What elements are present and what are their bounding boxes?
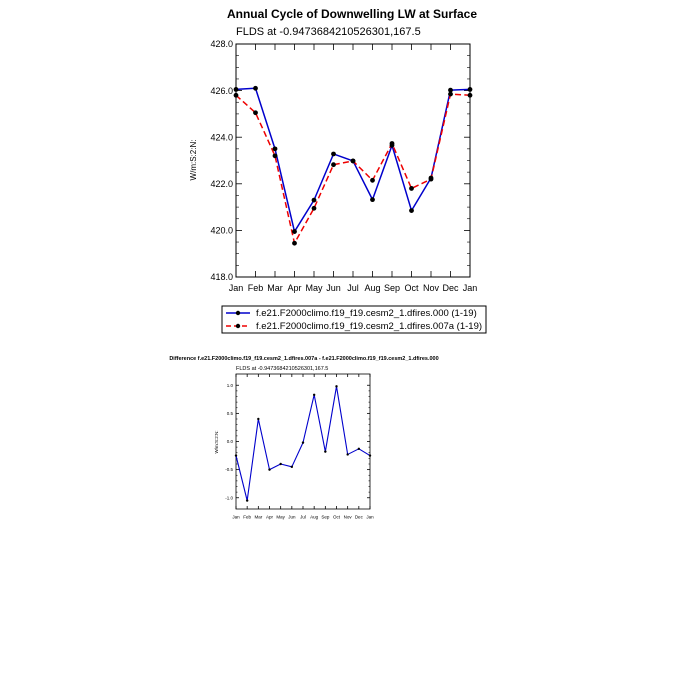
data-point: [292, 241, 297, 246]
difference-data-point: [235, 454, 237, 456]
data-point: [409, 208, 414, 213]
data-point: [331, 162, 336, 167]
difference-data-point: [268, 468, 270, 470]
chart-subtitle: FLDS at -0.9473684210526301,167.5: [236, 26, 421, 38]
difference-x-tick-label: Oct: [332, 514, 341, 520]
y-tick-label: 426.0: [210, 85, 233, 96]
legend-label-007a: f.e21.F2000climo.f19_f19.cesm2_1.dfires.007a (1-19): [256, 321, 483, 332]
difference-data-point: [291, 466, 293, 468]
data-point: [429, 177, 434, 182]
chart-title: Annual Cycle of Downwelling LW at Surface: [226, 7, 478, 21]
difference-data-point: [369, 454, 371, 456]
x-tick-label: Jun: [326, 283, 341, 293]
legend: [222, 306, 486, 333]
difference-data-point: [246, 499, 248, 501]
x-tick-label: Sep: [383, 283, 401, 293]
x-tick-label: Dec: [442, 283, 459, 293]
difference-data-point: [302, 441, 304, 443]
x-tick-label: Feb: [247, 283, 264, 293]
series-line-1: [236, 94, 470, 243]
legend-marker-000: [236, 311, 240, 315]
y-tick-label: 420.0: [210, 225, 233, 236]
difference-x-tick-label: Apr: [265, 514, 274, 520]
x-tick-label: Mar: [267, 283, 283, 293]
data-point: [253, 110, 258, 115]
difference-chart: [169, 356, 438, 520]
difference-data-point: [346, 453, 348, 455]
data-point: [370, 197, 375, 202]
data-point: [409, 186, 414, 191]
x-tick-label: Apr: [287, 283, 302, 293]
difference-x-tick-label: Dec: [354, 514, 363, 520]
data-point: [273, 146, 278, 151]
difference-y-tick-label: -1.0: [225, 495, 233, 501]
difference-x-tick-label: Nov: [343, 514, 352, 520]
data-point: [370, 178, 375, 183]
difference-x-tick-label: Aug: [310, 514, 319, 520]
y-tick-label: 428.0: [210, 39, 233, 50]
difference-data-point: [335, 385, 337, 387]
difference-y-tick-label: -0.5: [225, 467, 233, 473]
data-point: [312, 206, 317, 211]
data-point: [253, 86, 258, 91]
data-point: [273, 153, 278, 158]
difference-x-tick-label: Jul: [300, 514, 306, 520]
difference-y-tick-label: 0.5: [226, 410, 233, 416]
data-point: [234, 87, 239, 92]
difference-x-tick-label: Jan: [366, 514, 374, 520]
difference-x-tick-label: Jun: [288, 514, 296, 520]
y-tick-label: 424.0: [210, 132, 233, 143]
difference-y-tick-label: 1.0: [226, 382, 233, 388]
x-tick-label: Nov: [422, 283, 440, 293]
difference-data-point: [313, 394, 315, 396]
data-point: [351, 159, 356, 164]
data-point: [468, 87, 473, 92]
difference-x-tick-label: Mar: [254, 514, 263, 520]
data-point: [390, 141, 395, 146]
difference-data-point: [257, 418, 259, 420]
difference-y-tick-label: 0.0: [226, 439, 233, 445]
y-axis-label: W/m:S:2:N:: [189, 139, 198, 181]
data-point: [312, 198, 317, 203]
data-point: [331, 152, 336, 157]
x-tick-label: Aug: [364, 283, 381, 293]
data-point: [448, 92, 453, 97]
legend-label-000: f.e21.F2000climo.f19_f19.cesm2_1.dfires.000 (1-19): [256, 308, 477, 319]
difference-data-point: [358, 448, 360, 450]
difference-x-tick-label: Jan: [232, 514, 240, 520]
x-tick-label: Jan: [228, 283, 244, 293]
difference-y-axis-label: W/m:S:2:N:: [214, 430, 219, 454]
difference-x-tick-label: Feb: [243, 514, 252, 520]
difference-x-tick-label: May: [276, 514, 285, 520]
difference-title: Difference f.e21.F2000climo.f19_f19.cesm2_1.dfires.007a - f.e21.F2000climo.f19_f19.cesm2_1.dfires.000: [169, 356, 439, 362]
x-tick-label: May: [305, 283, 323, 293]
x-tick-label: Jan: [462, 283, 478, 293]
y-tick-label: 422.0: [210, 178, 233, 189]
difference-data-point: [324, 450, 326, 452]
difference-data-point: [279, 463, 281, 465]
y-tick-label: 418.0: [210, 272, 233, 283]
legend-marker-007a: [236, 324, 240, 328]
x-tick-label: Oct: [404, 283, 419, 293]
difference-x-tick-label: Sep: [321, 514, 330, 520]
difference-subtitle: FLDS at -0.9473684210526301,167.5: [236, 366, 329, 372]
data-point: [234, 93, 239, 98]
data-point: [292, 229, 297, 234]
annual-cycle-chart: [189, 7, 477, 293]
x-tick-label: Jul: [347, 283, 359, 293]
data-point: [468, 93, 473, 98]
